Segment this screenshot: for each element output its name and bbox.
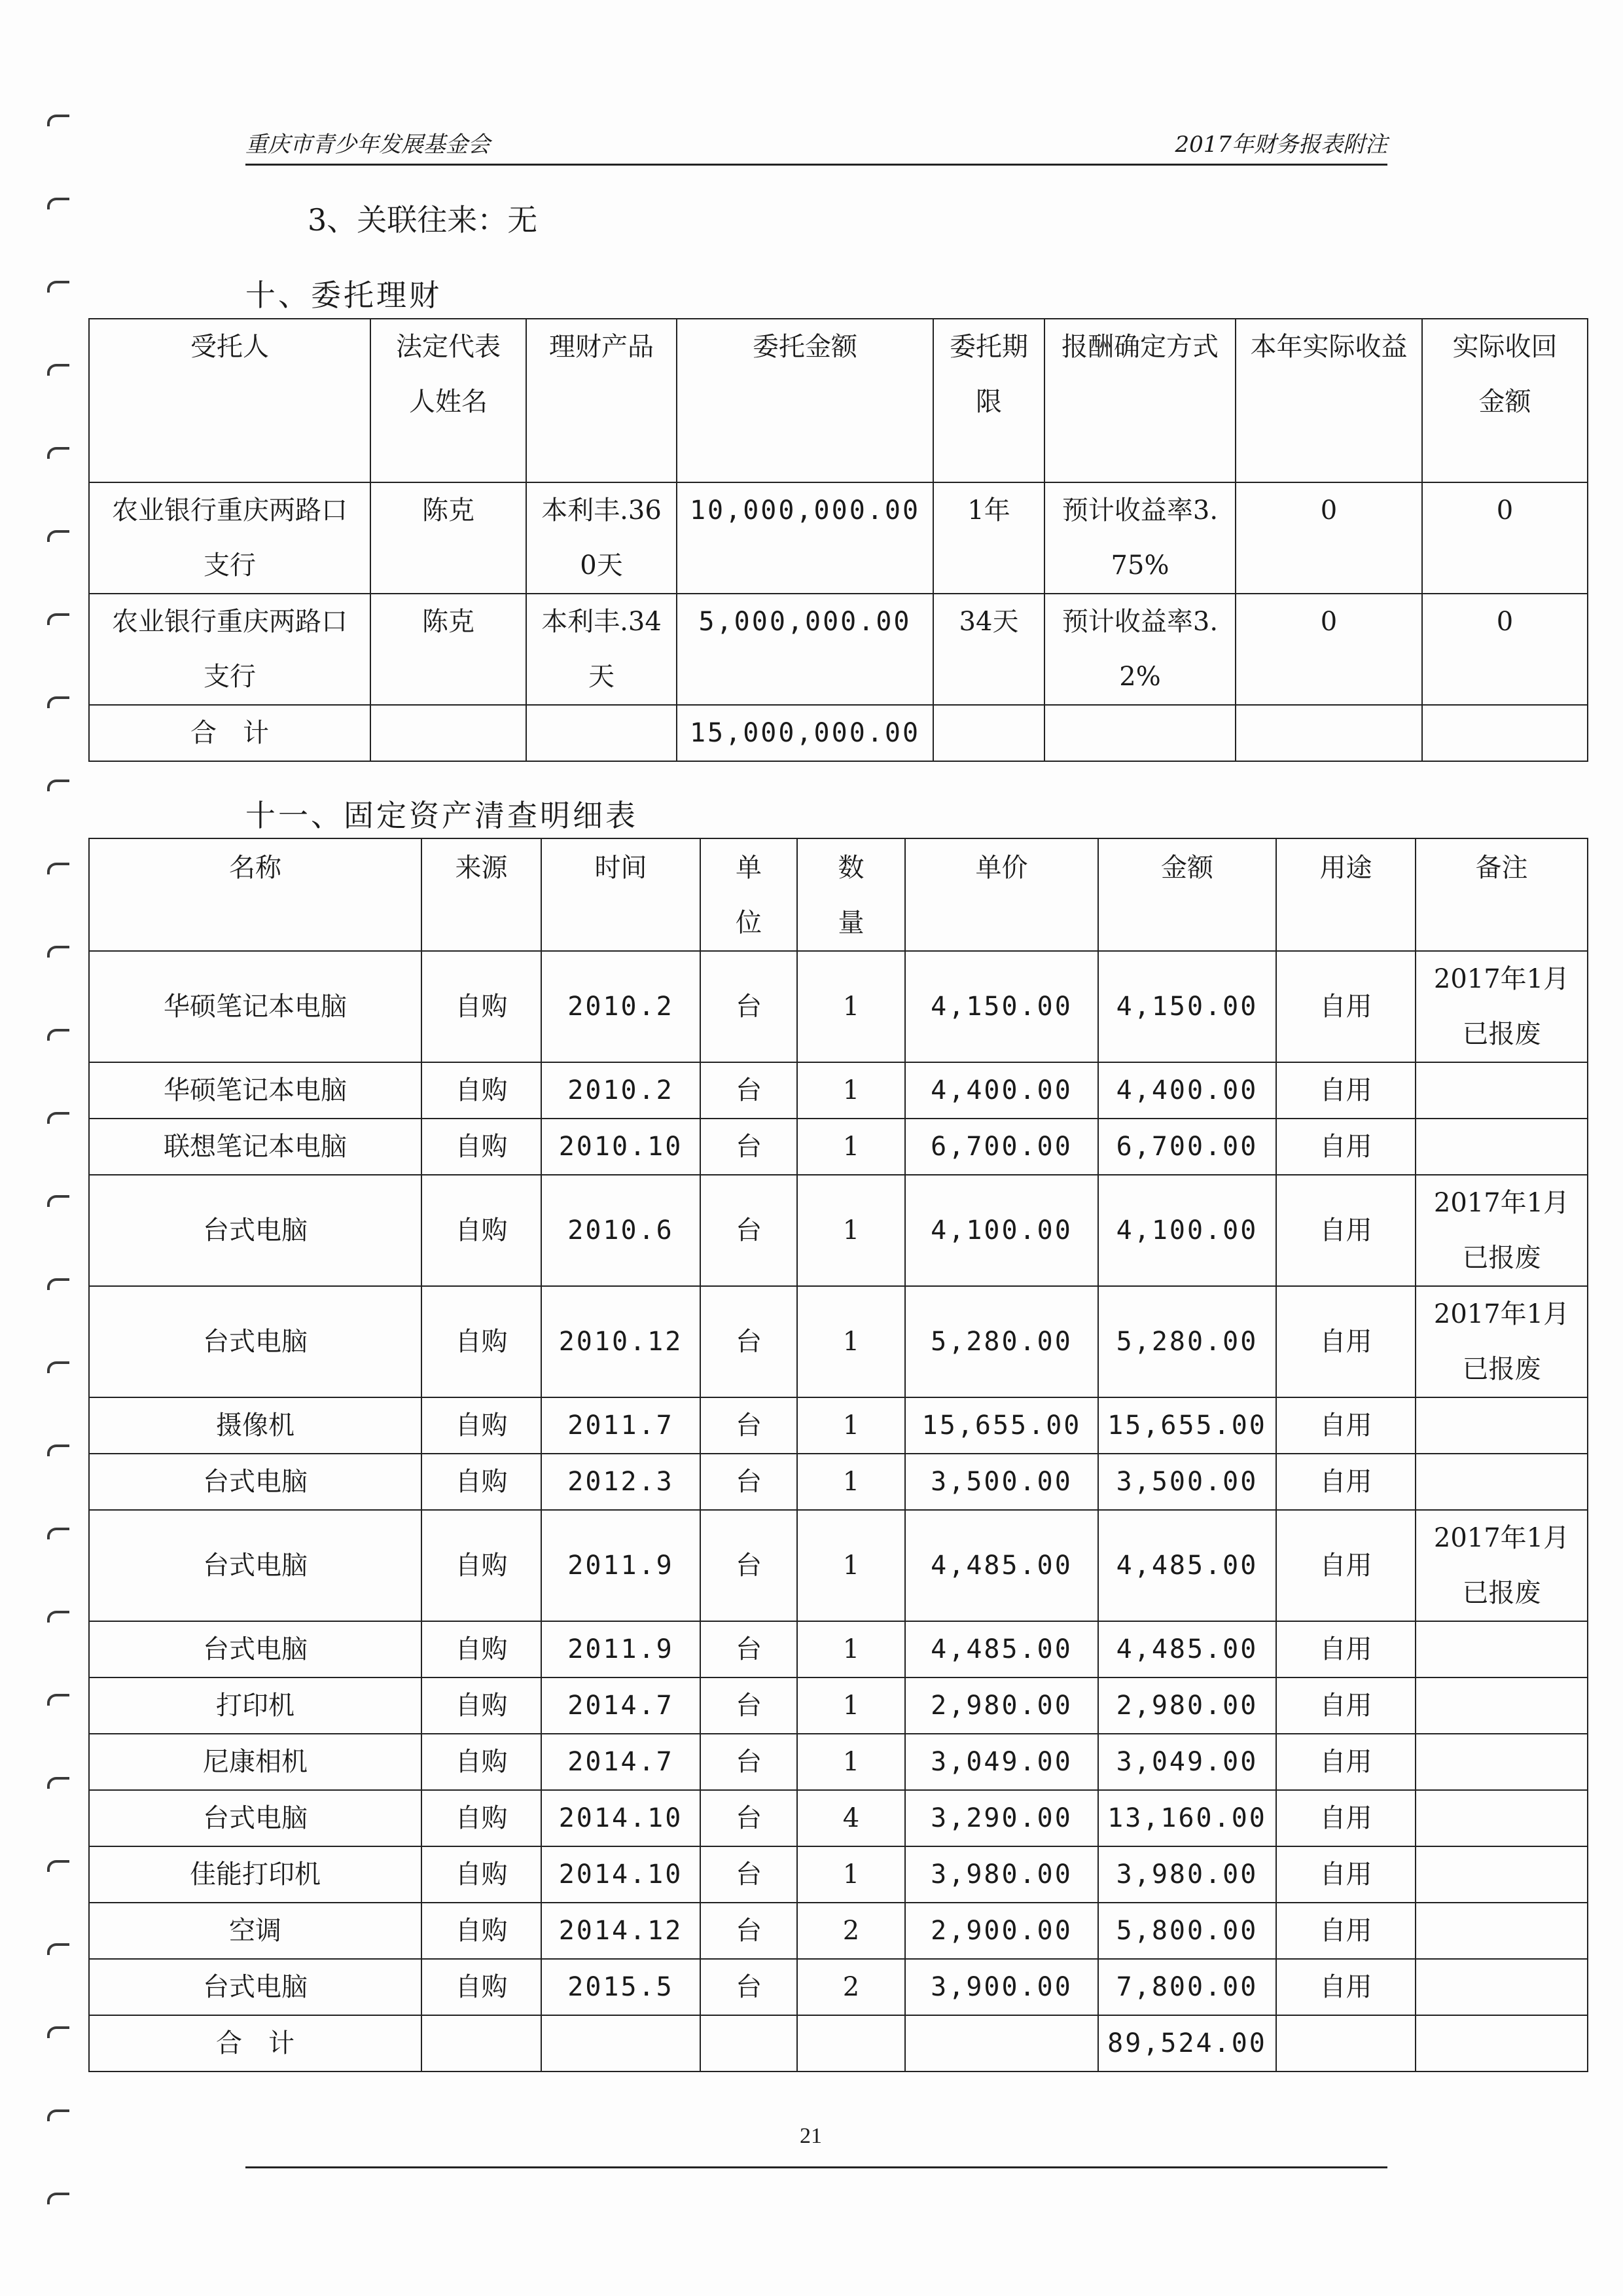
asset-name-cell: 尼康相机 (89, 1734, 421, 1790)
page-number: 21 (800, 2124, 822, 2148)
amount-cell: 3,980.00 (1098, 1846, 1276, 1903)
amount-cell: 3,500.00 (1098, 1454, 1276, 1510)
binder-hole-mark (47, 1943, 69, 1955)
binder-hole-mark (47, 780, 69, 791)
quantity-cell: 2 (797, 1903, 905, 1959)
amount-cell: 4,400.00 (1098, 1062, 1276, 1119)
amount-cell: 5,000,000.00 (677, 594, 933, 705)
date-cell: 2014.7 (541, 1677, 700, 1734)
empty-cell (370, 705, 526, 761)
unit-price-cell: 4,485.00 (905, 1621, 1098, 1677)
binder-hole-mark (47, 946, 69, 958)
unit-cell: 台 (700, 951, 797, 1062)
unit-price-cell: 4,100.00 (905, 1175, 1098, 1286)
return-method-cell: 预计收益率3.2% (1044, 594, 1236, 705)
amount-cell: 13,160.00 (1098, 1790, 1276, 1846)
asset-name-cell: 佳能打印机 (89, 1846, 421, 1903)
date-cell: 2011.7 (541, 1397, 700, 1454)
date-cell: 2014.10 (541, 1846, 700, 1903)
binder-hole-mark (47, 281, 69, 293)
asset-row (89, 951, 1588, 1062)
remark-cell (1416, 1062, 1588, 1119)
date-cell: 2010.12 (541, 1286, 700, 1397)
asset-name-cell: 华硕笔记本电脑 (89, 1062, 421, 1119)
asset-name-cell: 台式电脑 (89, 1454, 421, 1510)
binder-hole-mark (47, 696, 69, 708)
usage-cell: 自用 (1276, 1397, 1416, 1454)
unit-cell: 台 (700, 1175, 797, 1286)
remark-cell (1416, 1454, 1588, 1510)
entrusted-header-cell: 实际收回金额 (1422, 319, 1588, 482)
entrusted-row (89, 594, 1588, 705)
quantity-cell: 1 (797, 951, 905, 1062)
binder-hole-mark (47, 2193, 69, 2204)
source-cell: 自购 (421, 1510, 541, 1621)
assets-header-cell: 时间 (541, 838, 700, 951)
assets-header-cell: 单位 (700, 838, 797, 951)
source-cell: 自购 (421, 1903, 541, 1959)
unit-cell: 台 (700, 1621, 797, 1677)
asset-name-cell: 华硕笔记本电脑 (89, 951, 421, 1062)
binder-hole-mark (47, 863, 69, 874)
total-label-cell: 合 计 (89, 2015, 421, 2072)
entrusted-row (89, 482, 1588, 594)
date-cell: 2014.12 (541, 1903, 700, 1959)
unit-cell: 台 (700, 1903, 797, 1959)
entrusted-header-cell: 委托金额 (677, 319, 933, 482)
unit-price-cell: 6,700.00 (905, 1119, 1098, 1175)
usage-cell: 自用 (1276, 1903, 1416, 1959)
source-cell: 自购 (421, 1734, 541, 1790)
legal-rep-cell: 陈克 (370, 482, 526, 594)
asset-row (89, 1119, 1588, 1175)
remark-cell (1416, 1119, 1588, 1175)
trustee-cell: 农业银行重庆两路口支行 (89, 482, 370, 594)
total-amount-cell: 89,524.00 (1098, 2015, 1276, 2072)
entrusted-header-cell: 报酬确定方式 (1044, 319, 1236, 482)
usage-cell: 自用 (1276, 1286, 1416, 1397)
unit-price-cell: 3,900.00 (905, 1959, 1098, 2015)
unit-cell: 台 (700, 1734, 797, 1790)
unit-price-cell: 3,500.00 (905, 1454, 1098, 1510)
unit-price-cell: 2,900.00 (905, 1903, 1098, 1959)
section-10-title: 十、委托理财 (245, 278, 442, 313)
amount-cell: 5,280.00 (1098, 1286, 1276, 1397)
empty-cell (421, 2015, 541, 2072)
entrusted-total-row (89, 705, 1588, 761)
actual-income-cell: 0 (1236, 594, 1422, 705)
asset-name-cell: 台式电脑 (89, 1175, 421, 1286)
assets-header-cell: 来源 (421, 838, 541, 951)
footer-rule (245, 2166, 1387, 2168)
total-amount-cell: 15,000,000.00 (677, 705, 933, 761)
unit-cell: 台 (700, 1119, 797, 1175)
amount-cell: 3,049.00 (1098, 1734, 1276, 1790)
date-cell: 2014.7 (541, 1734, 700, 1790)
empty-cell (1416, 2015, 1588, 2072)
assets-header-row (89, 838, 1588, 951)
entrusted-header-row (89, 319, 1588, 482)
unit-cell: 台 (700, 1846, 797, 1903)
usage-cell: 自用 (1276, 1677, 1416, 1734)
unit-price-cell: 5,280.00 (905, 1286, 1098, 1397)
remark-cell (1416, 1790, 1588, 1846)
asset-row (89, 1903, 1588, 1959)
assets-header-cell: 数量 (797, 838, 905, 951)
entrusted-header-cell: 理财产品 (526, 319, 677, 482)
binder-hole-mark (47, 613, 69, 625)
unit-price-cell: 3,290.00 (905, 1790, 1098, 1846)
asset-row (89, 1621, 1588, 1677)
entrusted-header-cell: 本年实际收益 (1236, 319, 1422, 482)
remark-cell (1416, 1397, 1588, 1454)
asset-row (89, 1397, 1588, 1454)
binder-hole-mark (47, 1029, 69, 1041)
source-cell: 自购 (421, 1846, 541, 1903)
binder-hole-mark (47, 1611, 69, 1623)
empty-cell (1276, 2015, 1416, 2072)
date-cell: 2014.10 (541, 1790, 700, 1846)
date-cell: 2010.6 (541, 1175, 700, 1286)
usage-cell: 自用 (1276, 951, 1416, 1062)
quantity-cell: 1 (797, 1677, 905, 1734)
recovered-amount-cell: 0 (1422, 594, 1588, 705)
header-organization: 重庆市青少年发展基金会 (245, 132, 490, 158)
usage-cell: 自用 (1276, 1119, 1416, 1175)
binder-hole-mark (47, 1195, 69, 1207)
term-cell: 34天 (933, 594, 1044, 705)
unit-cell: 台 (700, 1959, 797, 2015)
source-cell: 自购 (421, 951, 541, 1062)
unit-cell: 台 (700, 1677, 797, 1734)
assets-header-cell: 用途 (1276, 838, 1416, 951)
quantity-cell: 1 (797, 1454, 905, 1510)
amount-cell: 4,485.00 (1098, 1510, 1276, 1621)
date-cell: 2011.9 (541, 1621, 700, 1677)
source-cell: 自购 (421, 1454, 541, 1510)
usage-cell: 自用 (1276, 1959, 1416, 2015)
entrusted-header-cell: 委托期限 (933, 319, 1044, 482)
empty-cell (526, 705, 677, 761)
quantity-cell: 1 (797, 1119, 905, 1175)
product-cell: 本利丰.360天 (526, 482, 677, 594)
remark-cell: 2017年1月已报废 (1416, 951, 1588, 1062)
asset-name-cell: 摄像机 (89, 1397, 421, 1454)
date-cell: 2010.2 (541, 951, 700, 1062)
quantity-cell: 1 (797, 1510, 905, 1621)
binder-hole-mark (47, 1694, 69, 1706)
usage-cell: 自用 (1276, 1846, 1416, 1903)
unit-price-cell: 4,150.00 (905, 951, 1098, 1062)
remark-cell (1416, 1677, 1588, 1734)
empty-cell (1422, 705, 1588, 761)
remark-cell (1416, 1959, 1588, 2015)
binder-hole-mark (47, 1278, 69, 1290)
unit-cell: 台 (700, 1397, 797, 1454)
quantity-cell: 4 (797, 1790, 905, 1846)
binder-hole-mark (47, 1112, 69, 1124)
amount-cell: 4,150.00 (1098, 951, 1276, 1062)
asset-name-cell: 台式电脑 (89, 1959, 421, 2015)
binder-hole-mark (47, 1528, 69, 1539)
source-cell: 自购 (421, 1790, 541, 1846)
unit-price-cell: 3,980.00 (905, 1846, 1098, 1903)
asset-row (89, 1510, 1588, 1621)
amount-cell: 5,800.00 (1098, 1903, 1276, 1959)
entrusted-table (88, 318, 1588, 762)
binder-hole-mark (47, 530, 69, 542)
unit-price-cell: 4,485.00 (905, 1510, 1098, 1621)
quantity-cell: 2 (797, 1959, 905, 2015)
binder-hole-mark (47, 364, 69, 376)
asset-name-cell: 台式电脑 (89, 1621, 421, 1677)
asset-row (89, 1677, 1588, 1734)
legal-rep-cell: 陈克 (370, 594, 526, 705)
unit-cell: 台 (700, 1454, 797, 1510)
entrusted-header-cell: 法定代表人姓名 (370, 319, 526, 482)
asset-name-cell: 空调 (89, 1903, 421, 1959)
asset-row (89, 1734, 1588, 1790)
assets-header-cell: 单价 (905, 838, 1098, 951)
amount-cell: 15,655.00 (1098, 1397, 1276, 1454)
usage-cell: 自用 (1276, 1790, 1416, 1846)
usage-cell: 自用 (1276, 1454, 1416, 1510)
source-cell: 自购 (421, 1959, 541, 2015)
unit-price-cell: 4,400.00 (905, 1062, 1098, 1119)
asset-name-cell: 打印机 (89, 1677, 421, 1734)
term-cell: 1年 (933, 482, 1044, 594)
remark-cell (1416, 1621, 1588, 1677)
amount-cell: 6,700.00 (1098, 1119, 1276, 1175)
unit-price-cell: 2,980.00 (905, 1677, 1098, 1734)
quantity-cell: 1 (797, 1062, 905, 1119)
quantity-cell: 1 (797, 1621, 905, 1677)
binder-hole-mark (47, 1860, 69, 1872)
assets-total-row (89, 2015, 1588, 2072)
fixed-assets-table (88, 838, 1588, 2072)
binder-hole-mark (47, 198, 69, 209)
date-cell: 2012.3 (541, 1454, 700, 1510)
source-cell: 自购 (421, 1397, 541, 1454)
binder-hole-mark (47, 2026, 69, 2038)
quantity-cell: 1 (797, 1846, 905, 1903)
unit-cell: 台 (700, 1286, 797, 1397)
date-cell: 2010.2 (541, 1062, 700, 1119)
quantity-cell: 1 (797, 1397, 905, 1454)
asset-row (89, 1175, 1588, 1286)
empty-cell (905, 2015, 1098, 2072)
product-cell: 本利丰.34天 (526, 594, 677, 705)
date-cell: 2011.9 (541, 1510, 700, 1621)
unit-price-cell: 3,049.00 (905, 1734, 1098, 1790)
recovered-amount-cell: 0 (1422, 482, 1588, 594)
asset-row (89, 1790, 1588, 1846)
remark-cell (1416, 1846, 1588, 1903)
binder-hole-mark (47, 447, 69, 459)
remark-cell (1416, 1734, 1588, 1790)
assets-header-cell: 金额 (1098, 838, 1276, 951)
amount-cell: 2,980.00 (1098, 1677, 1276, 1734)
remark-cell: 2017年1月已报废 (1416, 1510, 1588, 1621)
source-cell: 自购 (421, 1175, 541, 1286)
remark-cell: 2017年1月已报废 (1416, 1286, 1588, 1397)
usage-cell: 自用 (1276, 1621, 1416, 1677)
usage-cell: 自用 (1276, 1734, 1416, 1790)
unit-cell: 台 (700, 1062, 797, 1119)
total-label-cell: 合 计 (89, 705, 370, 761)
page-header (245, 124, 1387, 166)
usage-cell: 自用 (1276, 1062, 1416, 1119)
quantity-cell: 1 (797, 1286, 905, 1397)
amount-cell: 7,800.00 (1098, 1959, 1276, 2015)
amount-cell: 4,485.00 (1098, 1621, 1276, 1677)
binder-hole-mark (47, 115, 69, 126)
source-cell: 自购 (421, 1062, 541, 1119)
date-cell: 2010.10 (541, 1119, 700, 1175)
trustee-cell: 农业银行重庆两路口支行 (89, 594, 370, 705)
source-cell: 自购 (421, 1621, 541, 1677)
unit-cell: 台 (700, 1790, 797, 1846)
amount-cell: 4,100.00 (1098, 1175, 1276, 1286)
unit-cell: 台 (700, 1510, 797, 1621)
asset-row (89, 1959, 1588, 2015)
source-cell: 自购 (421, 1677, 541, 1734)
date-cell: 2015.5 (541, 1959, 700, 2015)
binder-hole-mark (47, 1777, 69, 1789)
usage-cell: 自用 (1276, 1175, 1416, 1286)
section-11-title: 十一、固定资产清查明细表 (245, 798, 638, 833)
asset-name-cell: 台式电脑 (89, 1286, 421, 1397)
asset-name-cell: 台式电脑 (89, 1510, 421, 1621)
amount-cell: 10,000,000.00 (677, 482, 933, 594)
assets-header-cell: 备注 (1416, 838, 1588, 951)
empty-cell (700, 2015, 797, 2072)
usage-cell: 自用 (1276, 1510, 1416, 1621)
asset-row (89, 1454, 1588, 1510)
empty-cell (1236, 705, 1422, 761)
binder-hole-mark (47, 1361, 69, 1373)
header-document-title: 2017年财务报表附注 (1175, 132, 1387, 158)
remark-cell: 2017年1月已报废 (1416, 1175, 1588, 1286)
empty-cell (797, 2015, 905, 2072)
entrusted-header-cell: 受托人 (89, 319, 370, 482)
empty-cell (933, 705, 1044, 761)
asset-row (89, 1062, 1588, 1119)
source-cell: 自购 (421, 1286, 541, 1397)
asset-name-cell: 联想笔记本电脑 (89, 1119, 421, 1175)
asset-name-cell: 台式电脑 (89, 1790, 421, 1846)
quantity-cell: 1 (797, 1175, 905, 1286)
empty-cell (1044, 705, 1236, 761)
source-cell: 自购 (421, 1119, 541, 1175)
empty-cell (541, 2015, 700, 2072)
asset-row (89, 1286, 1588, 1397)
binder-hole-mark (47, 1444, 69, 1456)
binder-hole-mark (47, 2109, 69, 2121)
return-method-cell: 预计收益率3.75% (1044, 482, 1236, 594)
unit-price-cell: 15,655.00 (905, 1397, 1098, 1454)
actual-income-cell: 0 (1236, 482, 1422, 594)
related-party-line: 3、关联往来：无 (308, 202, 538, 238)
asset-row (89, 1846, 1588, 1903)
remark-cell (1416, 1903, 1588, 1959)
assets-header-cell: 名称 (89, 838, 421, 951)
quantity-cell: 1 (797, 1734, 905, 1790)
